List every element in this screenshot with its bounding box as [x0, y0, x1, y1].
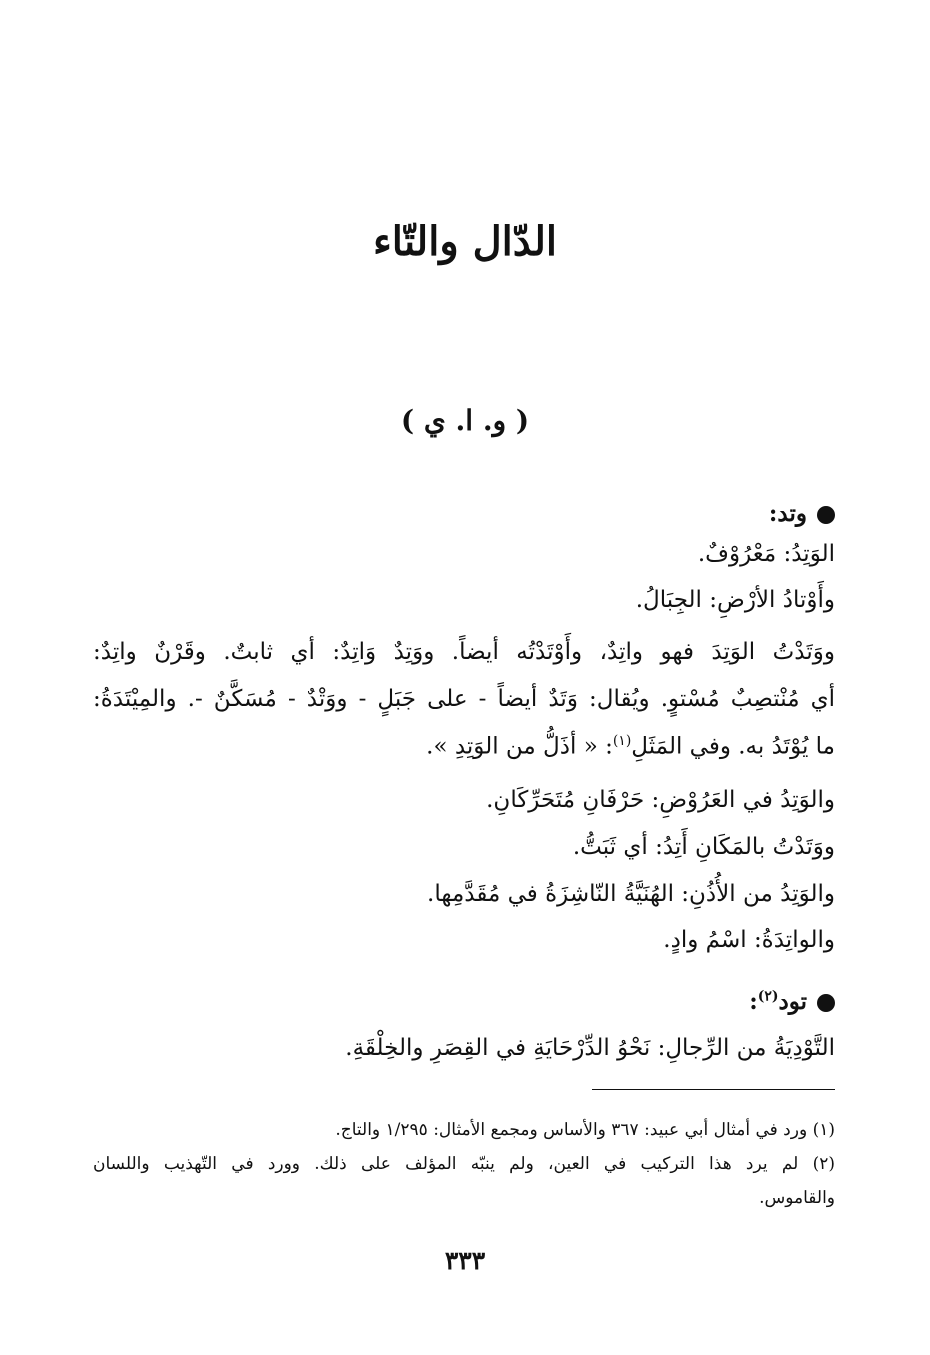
entry-head-text: وتد:	[768, 500, 807, 527]
entry-line: الوَتِدُ: مَعْرُوْفٌ.	[697, 541, 835, 567]
footnote-ref: (٢)	[757, 988, 779, 1005]
entry-line: ووَتَدْتُ بالمَكَانِ أَتِدُ: أي ثَبَتُّ.	[572, 834, 835, 860]
footnote-1: (١) ورد في أمثال أبي عبيد: ٣٦٧ والأساس ومجمع الأمثال: ١/٢٩٥ والتاج.	[335, 1120, 835, 1140]
entry-line: والوَتِدُ في العَرُوْضِ: حَرْفَانِ مُتَحَرِّكَانِ.	[486, 787, 835, 813]
entry-heading-watad	[769, 500, 835, 527]
bullet-icon	[817, 994, 835, 1012]
entry-line: والوَتِدُ من الأُذُنِ: الهُنَيَّةُ النّاشِزَةُ في مُقَدَّمِها.	[427, 881, 835, 907]
entry-head-text: تود	[778, 988, 807, 1015]
entry-line-tail: : « أذَلُّ من الوَتِدِ ».	[426, 733, 613, 760]
entry-line: وأَوْتادُ الأرْضِ: الجِبَالُ.	[635, 587, 835, 613]
entry-line: التَّوْدِيَةُ من الرِّجالِ: نَحْوُ الدِّرْحَايَةِ في القِصَرِ والخِلْقَةِ.	[345, 1035, 835, 1061]
entry-line: ووَتَدْتُ الوَتِدَ فهو واتِدٌ، وأَوْتَدْتُه أيضاً. ووَتِدٌ وَاتِدٌ: أي ثابتٌ. وقَرْنٌ واتِدٌ:	[93, 639, 835, 665]
footnote-2-continued: والقاموس.	[759, 1188, 835, 1208]
entry-head-suffix: :	[749, 988, 758, 1015]
entry-heading-tawd	[749, 988, 835, 1015]
page-number: ٣٣٣	[444, 1246, 486, 1275]
footnote-2: (٢) لم يرد هذا التركيب في العين، ولم ينبّه المؤلف على ذلك. وورد في التّهذيب واللسان	[93, 1154, 835, 1174]
entry-line: أي مُنْتصِبٌ مُسْتوٍ. ويُقال: وَتَدٌ أيضاً - على جَبَلٍ - ووَتْدٌ - مُسَكَّنٌ -. والمِيْتَدَةُ:	[93, 686, 835, 712]
chapter-title: الدّال والتّاء	[372, 218, 558, 265]
footnote-divider	[592, 1089, 835, 1090]
footnote-ref: (١)	[612, 733, 632, 749]
entry-line-with-ref	[426, 732, 835, 763]
entry-line-text: ما يُوْتَدُ به. وفي المَثَلِ	[631, 733, 835, 760]
bullet-icon	[817, 506, 835, 524]
root-heading: ( و. ا. ي )	[400, 404, 530, 437]
entry-line: والواتِدَةُ: اسْمُ وادٍ.	[663, 927, 835, 953]
